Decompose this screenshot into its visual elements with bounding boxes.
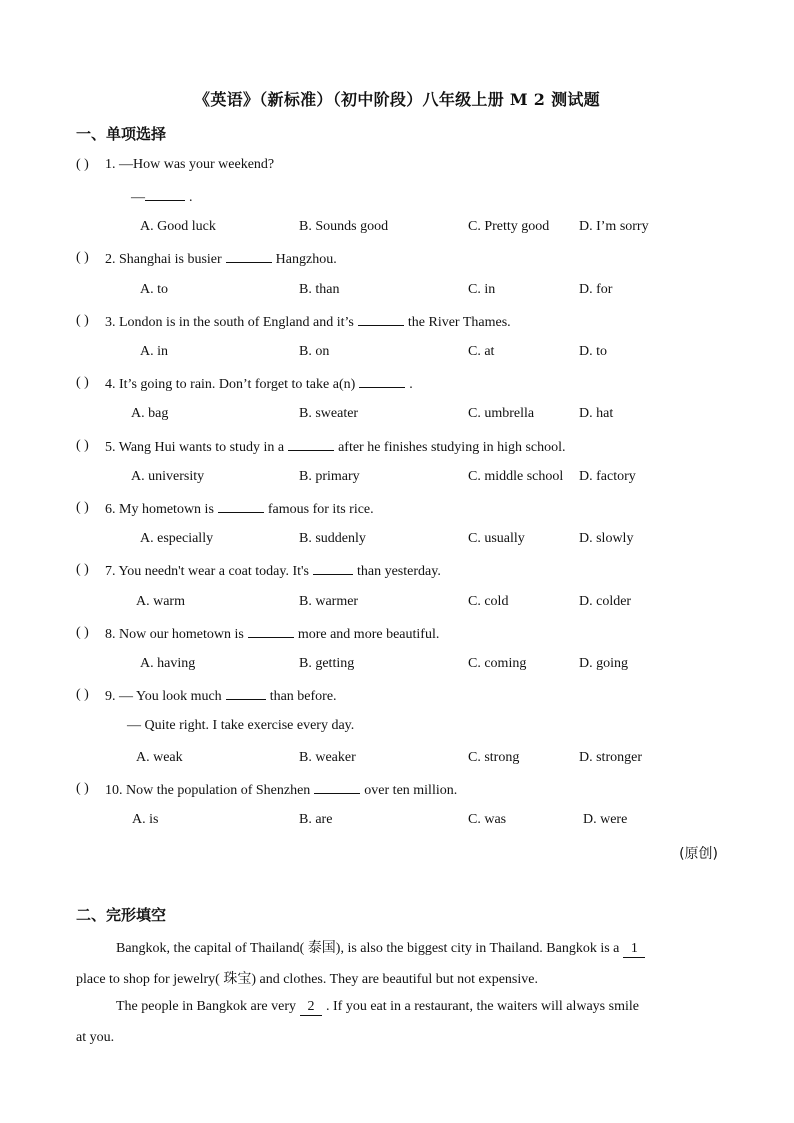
question-6: 6. My hometown is famous for its rice. bbox=[105, 502, 374, 517]
passage-line-3: The people in Bangkok are very 2 . If you eat in a restaurant, the waiters will always smile bbox=[116, 999, 639, 1014]
option-a: A. in bbox=[140, 344, 168, 359]
option-c: C. cold bbox=[468, 594, 509, 609]
answer-paren[interactable]: ( ) bbox=[76, 562, 89, 577]
option-b: B. sweater bbox=[299, 406, 359, 421]
answer-paren[interactable]: ( ) bbox=[76, 438, 89, 453]
question-8: 8. Now our hometown is more and more beautiful. bbox=[105, 627, 440, 642]
option-c: C. coming bbox=[468, 656, 527, 671]
option-d: D. were bbox=[583, 812, 628, 827]
option-b: B. weaker bbox=[299, 750, 356, 765]
question-4: 4. It’s going to rain. Don’t forget to take a(n) . bbox=[105, 377, 413, 392]
answer-blank[interactable] bbox=[226, 687, 266, 700]
question-2: 2. Shanghai is busier Hangzhou. bbox=[105, 252, 337, 267]
answer-blank[interactable] bbox=[313, 562, 353, 575]
answer-blank[interactable] bbox=[248, 625, 294, 638]
option-b: B. Sounds good bbox=[299, 219, 389, 234]
option-b: B. warmer bbox=[299, 594, 359, 609]
option-d: D. I’m sorry bbox=[579, 219, 649, 234]
option-d: D. factory bbox=[579, 469, 636, 484]
section-heading-single-choice: 一、单项选择 bbox=[76, 125, 167, 143]
option-a: A. Good luck bbox=[140, 219, 216, 234]
question-1: 1. —How was your weekend? bbox=[105, 157, 275, 172]
option-b: B. than bbox=[299, 282, 340, 297]
option-d: D. stronger bbox=[579, 750, 642, 765]
question-10: 10. Now the population of Shenzhen over ten million. bbox=[105, 783, 458, 798]
option-d: D. slowly bbox=[579, 531, 634, 546]
option-c: C. middle school bbox=[468, 469, 564, 484]
original-note: (原创) bbox=[679, 846, 718, 862]
option-c: C. at bbox=[468, 344, 495, 359]
option-a: A. is bbox=[132, 812, 159, 827]
passage-line-1: Bangkok, the capital of Thailand( 泰国), is also the biggest city in Thailand. Bangkok is a 1 bbox=[116, 937, 649, 958]
question-5: 5. Wang Hui wants to study in a after he finishes studying in high school. bbox=[105, 440, 566, 455]
answer-paren[interactable]: ( ) bbox=[76, 687, 89, 702]
answer-blank[interactable] bbox=[145, 188, 185, 201]
option-a: A. weak bbox=[136, 750, 183, 765]
option-a: A. to bbox=[140, 282, 168, 297]
option-d: D. hat bbox=[579, 406, 614, 421]
cloze-blank-2[interactable]: 2 bbox=[300, 999, 322, 1016]
answer-paren[interactable]: ( ) bbox=[76, 375, 89, 390]
option-a: A. having bbox=[140, 656, 196, 671]
question-1-reply: — . bbox=[131, 190, 193, 205]
option-d: D. to bbox=[579, 344, 607, 359]
passage-line-4: at you. bbox=[76, 1030, 115, 1045]
option-b: B. are bbox=[299, 812, 333, 827]
answer-blank[interactable] bbox=[226, 250, 272, 263]
option-b: B. suddenly bbox=[299, 531, 366, 546]
question-9-reply: — Quite right. I take exercise every day. bbox=[127, 718, 355, 733]
option-c: C. in bbox=[468, 282, 496, 297]
section-heading-cloze: 二、完形填空 bbox=[76, 906, 167, 924]
answer-paren[interactable]: ( ) bbox=[76, 313, 89, 328]
option-d: D. going bbox=[579, 656, 628, 671]
question-3: 3. London is in the south of England and it’s the River Thames. bbox=[105, 315, 511, 330]
answer-paren[interactable]: ( ) bbox=[76, 157, 89, 172]
answer-paren[interactable]: ( ) bbox=[76, 625, 89, 640]
answer-blank[interactable] bbox=[358, 313, 404, 326]
answer-blank[interactable] bbox=[314, 781, 360, 794]
answer-paren[interactable]: ( ) bbox=[76, 781, 89, 796]
option-a: A. warm bbox=[136, 594, 185, 609]
passage-line-2: place to shop for jewelry( 珠宝) and clothes. They are beautiful but not expensive. bbox=[76, 972, 538, 987]
option-c: C. was bbox=[468, 812, 507, 827]
option-a: A. bag bbox=[131, 406, 169, 421]
option-c: C. Pretty good bbox=[468, 219, 550, 234]
answer-blank[interactable] bbox=[359, 375, 405, 388]
option-c: C. usually bbox=[468, 531, 525, 546]
question-7: 7. You needn't wear a coat today. It's than yesterday. bbox=[105, 564, 441, 579]
cloze-blank-1[interactable]: 1 bbox=[623, 941, 645, 958]
option-b: B. primary bbox=[299, 469, 360, 484]
question-9: 9. — You look much than before. bbox=[105, 689, 337, 704]
answer-blank[interactable] bbox=[218, 500, 264, 513]
answer-paren[interactable]: ( ) bbox=[76, 250, 89, 265]
option-b: B. on bbox=[299, 344, 330, 359]
option-c: C. strong bbox=[468, 750, 520, 765]
option-d: D. for bbox=[579, 282, 613, 297]
option-c: C. umbrella bbox=[468, 406, 535, 421]
option-d: D. colder bbox=[579, 594, 632, 609]
option-a: A. university bbox=[131, 469, 205, 484]
answer-blank[interactable] bbox=[288, 438, 334, 451]
option-a: A. especially bbox=[140, 531, 214, 546]
page-title: 《英语》（新标准）（初中阶段）八年级上册 M 2 测试题 bbox=[194, 90, 600, 109]
option-b: B. getting bbox=[299, 656, 355, 671]
answer-paren[interactable]: ( ) bbox=[76, 500, 89, 515]
